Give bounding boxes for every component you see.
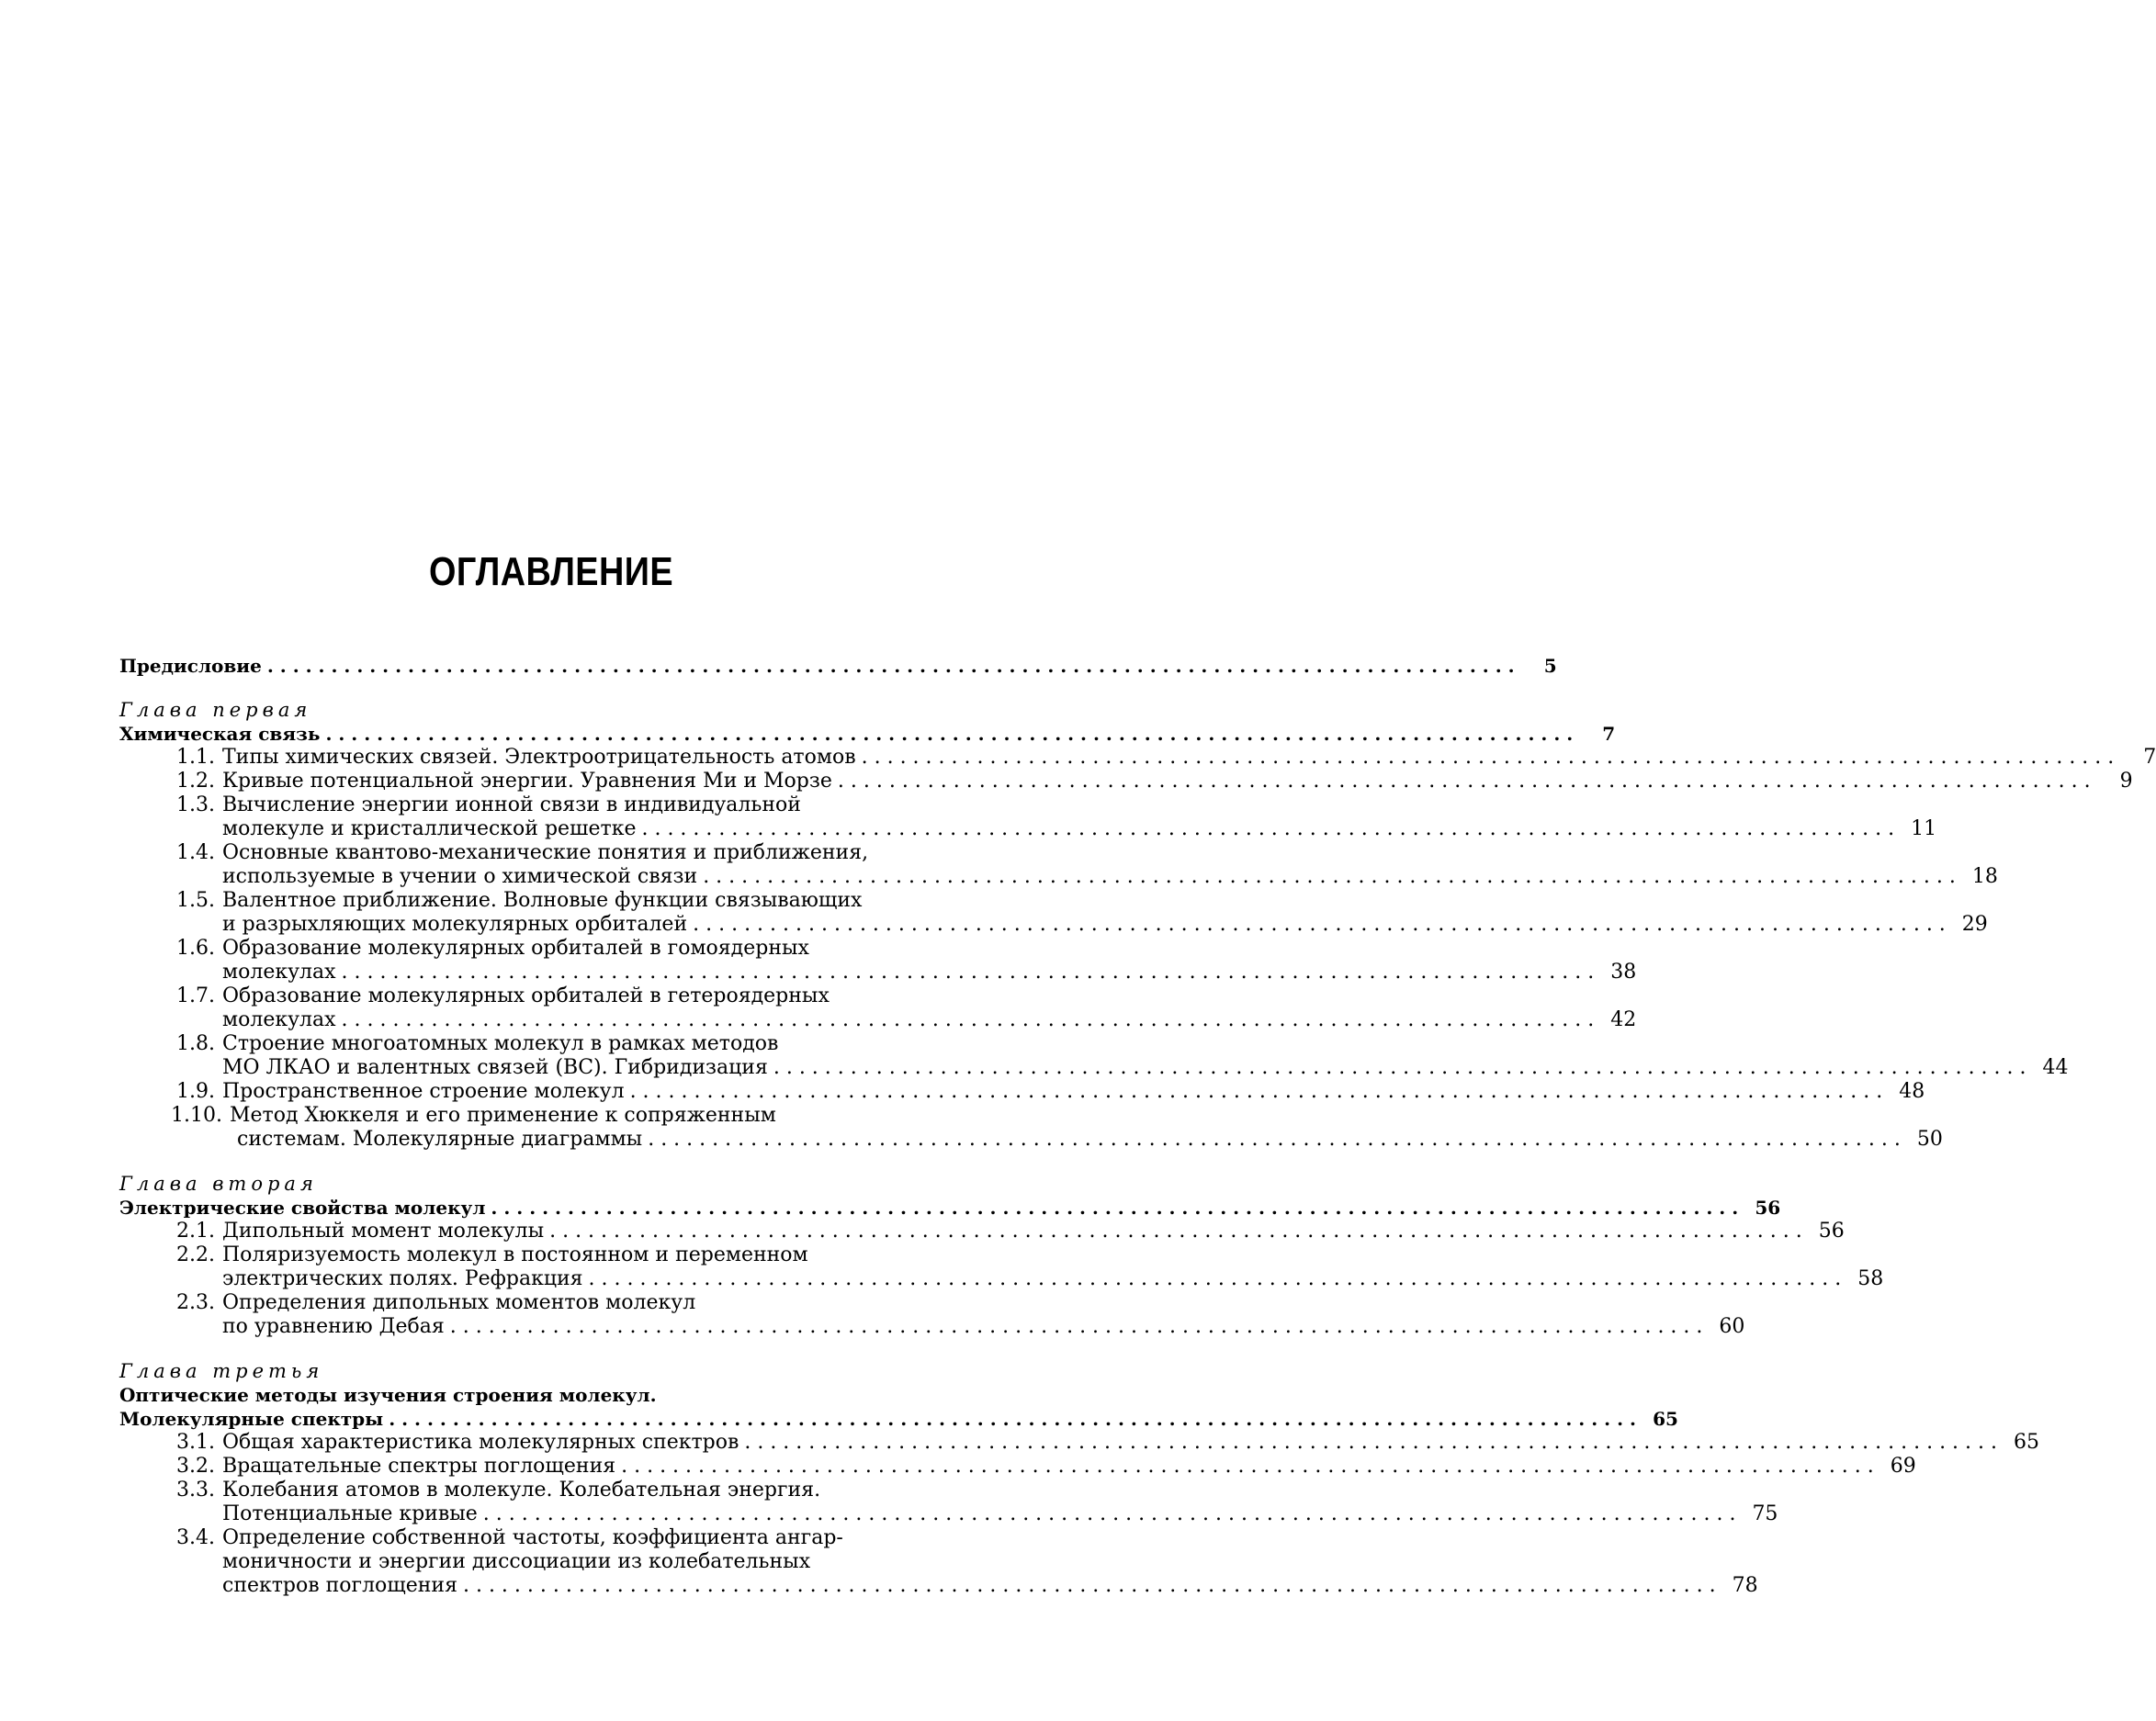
section-number: 3.1. bbox=[176, 1431, 215, 1454]
page-number: 75 bbox=[1752, 1502, 1778, 1525]
page-number: 7 bbox=[1602, 723, 1616, 745]
section-number: 2.2. bbox=[176, 1243, 215, 1266]
entry-title: Химическая связь bbox=[119, 723, 321, 745]
page-number: 65 bbox=[1653, 1408, 1678, 1430]
leader-dots bbox=[630, 1080, 1883, 1104]
toc-entry-section[interactable] bbox=[119, 889, 968, 913]
entry-title: Поляризуемость молекул в постоянном и переменном bbox=[222, 1243, 808, 1266]
entry-title: Вычисление энергии ионной связи в индивидуальной bbox=[222, 793, 801, 816]
entry-title: МО ЛКАО и валентных связей (ВС). Гибридизация bbox=[222, 1056, 768, 1079]
toc-entry-continuation[interactable] bbox=[119, 961, 1637, 984]
toc-entry-section[interactable] bbox=[119, 1104, 968, 1128]
leader-dots bbox=[549, 1220, 1802, 1243]
page-number: 5 bbox=[1543, 655, 1557, 677]
section-number: 1.6. bbox=[176, 937, 215, 960]
leader-dots bbox=[450, 1315, 1703, 1339]
toc-entry-continuation[interactable] bbox=[119, 1574, 1758, 1598]
toc-entry-chapter-1[interactable] bbox=[119, 722, 1616, 746]
entry-title: Валентное приближение. Волновые функции связывающих bbox=[222, 889, 863, 912]
entry-title: Образование молекулярных орбиталей в гомоядерных bbox=[222, 937, 809, 960]
section-number: 2.1. bbox=[176, 1220, 215, 1243]
entry-title: Определения дипольных моментов молекул bbox=[222, 1291, 696, 1314]
toc-entry-section[interactable] bbox=[119, 1479, 968, 1502]
page-number: 44 bbox=[2042, 1056, 2069, 1079]
toc-entry-continuation[interactable] bbox=[119, 1502, 1778, 1526]
leader-dots bbox=[389, 1407, 1636, 1431]
leader-dots bbox=[491, 1196, 1738, 1220]
entry-title: Дипольный момент молекулы bbox=[222, 1220, 545, 1243]
page-number: 48 bbox=[1899, 1080, 1925, 1103]
entry-title: Электрические свойства молекул bbox=[119, 1197, 486, 1219]
section-number: 1.3. bbox=[176, 793, 215, 816]
page-title: ОГЛАВЛЕНИЕ bbox=[428, 549, 674, 594]
toc-entry-section[interactable] bbox=[119, 793, 968, 817]
page-number: 7 bbox=[2143, 746, 2156, 769]
leader-dots bbox=[589, 1267, 1842, 1291]
toc-entry-continuation[interactable] bbox=[119, 1267, 1884, 1291]
entry-title: и разрыхляющих молекулярных орбиталей bbox=[222, 913, 688, 936]
toc-entry-section[interactable] bbox=[119, 1032, 968, 1056]
leader-dots bbox=[648, 1128, 1901, 1152]
toc-entry-section[interactable] bbox=[119, 770, 2133, 793]
section-number: 1.10. bbox=[171, 1104, 222, 1127]
leader-dots bbox=[342, 961, 1595, 984]
entry-title: Колебания атомов в молекуле. Колебательная энергия. bbox=[222, 1479, 821, 1502]
section-number: 3.3. bbox=[176, 1479, 215, 1502]
leader-dots bbox=[267, 654, 1515, 678]
page-number: 42 bbox=[1610, 1008, 1637, 1031]
page-number: 56 bbox=[1755, 1197, 1781, 1219]
entry-title: Общая характеристика молекулярных спектров bbox=[222, 1431, 739, 1454]
toc-entry-section[interactable] bbox=[119, 984, 968, 1008]
page-number: 29 bbox=[1961, 913, 1988, 936]
entry-title: Предисловие bbox=[119, 655, 262, 677]
entry-title: Основные квантово-механические понятия и приближения, bbox=[222, 841, 869, 864]
leader-dots bbox=[703, 865, 1956, 889]
toc-entry-preface[interactable] bbox=[119, 654, 1557, 678]
page-number: 50 bbox=[1916, 1128, 1943, 1151]
page-number: 58 bbox=[1857, 1267, 1884, 1290]
entry-title: Метод Хюккеля и его применение к сопряженным bbox=[230, 1104, 776, 1127]
toc-entry-continuation[interactable] bbox=[119, 817, 1937, 841]
entry-title: системам. Молекулярные диаграммы bbox=[237, 1128, 643, 1151]
entry-title: спектров поглощения bbox=[222, 1574, 457, 1597]
toc-entry-section[interactable] bbox=[119, 1080, 1925, 1104]
entry-title: Кривые потенциальной энергии. Уравнения Ми и Морзе bbox=[222, 770, 832, 793]
section-number: 1.5. bbox=[176, 889, 215, 912]
page-number: 18 bbox=[1971, 865, 1998, 888]
chapter-label: Глава вторая bbox=[119, 1173, 318, 1195]
page-number: 11 bbox=[1911, 817, 1937, 840]
entry-title: Строение многоатомных молекул в рамках методов bbox=[222, 1032, 779, 1055]
section-number: 1.9. bbox=[176, 1080, 215, 1103]
entry-title: Пространственное строение молекул bbox=[222, 1080, 625, 1103]
leader-dots bbox=[641, 817, 1894, 841]
toc-entry-section[interactable] bbox=[119, 1455, 1916, 1479]
toc-entry-continuation[interactable] bbox=[119, 865, 1998, 889]
entry-title: электрических полях. Рефракция bbox=[222, 1267, 583, 1290]
toc-entry-section[interactable] bbox=[119, 1291, 968, 1315]
leader-dots bbox=[838, 770, 2091, 793]
section-number: 1.7. bbox=[176, 984, 215, 1007]
toc-entry-section[interactable] bbox=[119, 937, 968, 961]
entry-title: молекулах bbox=[222, 961, 336, 984]
section-number: 1.8. bbox=[176, 1032, 215, 1055]
page-number: 69 bbox=[1890, 1455, 1916, 1478]
entry-title: Типы химических связей. Электроотрицательность атомов bbox=[222, 746, 856, 769]
leader-dots bbox=[483, 1502, 1736, 1526]
toc-entry-chapter-2[interactable] bbox=[119, 1196, 1781, 1220]
section-number: 1.1. bbox=[176, 746, 215, 769]
section-number: 2.3. bbox=[176, 1291, 215, 1314]
entry-title: Потенциальные кривые bbox=[222, 1502, 478, 1525]
leader-dots bbox=[325, 722, 1573, 746]
toc-entry-chapter-3[interactable] bbox=[119, 1407, 1678, 1431]
toc-entry-section[interactable] bbox=[119, 1526, 968, 1550]
entry-title: молекуле и кристаллической решетке bbox=[222, 817, 637, 840]
toc-entry-continuation[interactable] bbox=[119, 1128, 1943, 1152]
toc-entry-section[interactable] bbox=[119, 1220, 1845, 1243]
toc-entry-chapter-3-title[interactable] bbox=[119, 1383, 968, 1407]
toc-entry-continuation[interactable] bbox=[119, 1008, 1637, 1032]
section-number: 3.2. bbox=[176, 1455, 215, 1478]
leader-dots bbox=[463, 1574, 1716, 1598]
entry-title: Определение собственной частоты, коэффициента ангар- bbox=[222, 1526, 843, 1549]
entry-title: Образование молекулярных орбиталей в гетероядерных bbox=[222, 984, 830, 1007]
toc-entry-section[interactable] bbox=[119, 1243, 968, 1267]
entry-title: моничности и энергии диссоциации из колебательных bbox=[222, 1550, 811, 1573]
entry-title: Вращательные спектры поглощения bbox=[222, 1455, 616, 1478]
leader-dots bbox=[621, 1455, 1874, 1479]
chapter-label: Глава третья bbox=[119, 1360, 324, 1382]
section-number: 3.4. bbox=[176, 1526, 215, 1549]
section-number: 1.4. bbox=[176, 841, 215, 864]
toc-entry-section[interactable] bbox=[119, 841, 968, 865]
toc-entry-continuation[interactable] bbox=[119, 913, 1988, 937]
entry-title: Оптические методы изучения строения молекул. bbox=[119, 1384, 657, 1406]
page-number: 78 bbox=[1732, 1574, 1758, 1597]
entry-title: по уравнению Дебая bbox=[222, 1315, 445, 1338]
table-of-contents bbox=[119, 654, 2156, 1598]
leader-dots bbox=[744, 1431, 1997, 1455]
toc-entry-continuation[interactable] bbox=[119, 1056, 2069, 1080]
page-number: 9 bbox=[2119, 770, 2133, 793]
leader-dots bbox=[862, 746, 2115, 770]
page-number: 38 bbox=[1610, 961, 1637, 984]
toc-entry-continuation[interactable] bbox=[119, 1315, 1745, 1339]
entry-title: используемые в учении о химической связи bbox=[222, 865, 698, 888]
chapter-label: Глава первая bbox=[119, 699, 312, 721]
leader-dots bbox=[342, 1008, 1595, 1032]
toc-entry-section[interactable] bbox=[119, 1431, 2040, 1455]
page-number: 60 bbox=[1719, 1315, 1745, 1338]
leader-dots bbox=[693, 913, 1946, 937]
leader-dots bbox=[773, 1056, 2026, 1080]
page-number: 65 bbox=[2014, 1431, 2040, 1454]
toc-entry-continuation[interactable] bbox=[119, 1550, 968, 1574]
entry-title: Молекулярные спектры bbox=[119, 1408, 384, 1430]
toc-entry-section[interactable] bbox=[119, 746, 2156, 770]
section-number: 1.2. bbox=[176, 770, 215, 793]
entry-title: молекулах bbox=[222, 1008, 336, 1031]
page-number: 56 bbox=[1818, 1220, 1845, 1243]
